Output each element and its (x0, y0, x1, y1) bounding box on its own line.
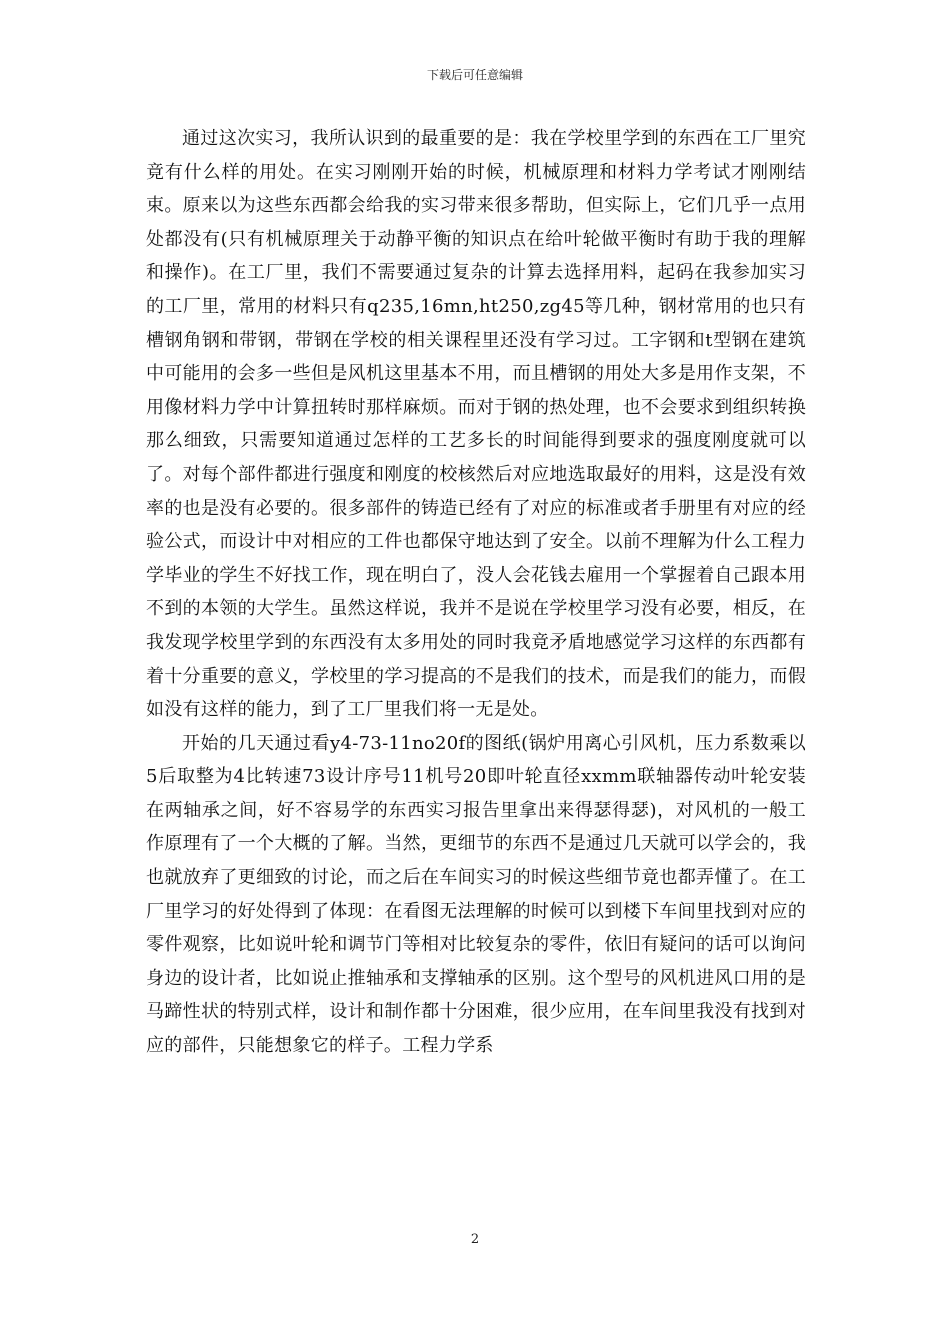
body-text (146, 122, 806, 1063)
paragraph-1: 通过这次实习，我所认识到的最重要的是：我在学校里学到的东西在工厂里究竟有什么样的用处。在实习刚刚开始的时候，机械原理和材料力学考试才刚刚结束。原来以为这些东西都会给我的实习带来很多帮助，但实际上，它们几乎一点用处都没有(只有机械原理关于动静平衡的知识点在给叶轮做平衡时有助于我的理解和操作)。在工厂里，我们不需要通过复杂的计算去选择用料，起码在我参加实习的工厂里，常用的材料只有q235,16mn,ht250,zg45等几种，钢材常用的也只有槽钢角钢和带钢，带钢在学校的相关课程里还没有学习过。工字钢和t型钢在建筑中可能用的会多一些但是风机这里基本不用，而且槽钢的用处大多是用作支架，不用像材料力学中计算扭转时那样麻烦。而对于钢的热处理，也不会要求到组织转换那么细致，只需要知道通过怎样的工艺多长的时间能得到要求的强度刚度就可以了。对每个部件都进行强度和刚度的校核然后对应地选取最好的用料，这是没有效率的也是没有必要的。很多部件的铸造已经有了对应的标准或者手册里有对应的经验公式，而设计中对相应的工件也都保守地达到了安全。以前不理解为什么工程力学毕业的学生不好找工作，现在明白了，没人会花钱去雇用一个掌握着自己跟本用不到的本领的大学生。虽然这样说，我并不是说在学校里学习没有必要，相反，在我发现学校里学到的东西没有太多用处的同时我竟矛盾地感觉学习这样的东西都有着十分重要的意义，学校里的学习提高的不是我们的技术，而是我们的能力，而假如没有这样的能力，到了工厂里我们将一无是处。 (146, 128, 806, 721)
page-header: 下载后可任意编辑 (426, 68, 523, 82)
page-number: 2 (470, 1232, 480, 1247)
paragraph-2: 开始的几天通过看y4-73-11no20f的图纸(锅炉用离心引风机，压力系数乘以5后取整为4比转速73设计序号11机号20即叶轮直径xxmm联轴器传动叶轮安装在两轴承之间，好不容易学的东西实习报告里拿出来得瑟得瑟)，对风机的一般工作原理有了一个大概的了解。当然，更细节的东西不是通过几天就可以学会的，我也就放弃了更细致的讨论，而之后在车间实习的时候这些细节竟也都弄懂了。在工厂里学习的好处得到了体现：在看图无法理解的时候可以到楼下车间里找到对应的零件观察，比如说叶轮和调节门等相对比较复杂的零件，依旧有疑问的话可以询问身边的设计者，比如说止推轴承和支撑轴承的区别。这个型号的风机进风口用的是马蹄性状的特别式样，设计和制作都十分困难，很少应用，在车间里我没有找到对应的部件，只能想象它的样子。工程力学系 (146, 732, 806, 1057)
